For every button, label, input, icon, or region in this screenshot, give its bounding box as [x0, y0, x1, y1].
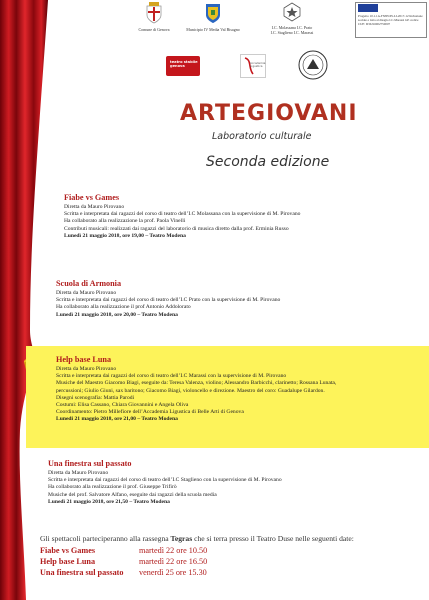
show-una-finestra-sul-passato — [48, 459, 408, 506]
show-title: Scuola di Armonia — [56, 279, 122, 288]
show-date: Lunedi 21 maggio 2018, ore 21,00 – Teatro Modena — [56, 416, 178, 423]
comune-label: Comune di Genova — [138, 27, 170, 32]
schedule-date: venerdì 25 ore 15.30 — [139, 568, 207, 577]
festival-name: Tegras — [170, 534, 193, 543]
show-fiabe-vs-games — [64, 193, 414, 240]
show-line: Diretta da Mauro Pirovano — [48, 470, 109, 476]
tegras-intro — [40, 534, 354, 543]
show-line: Disegni scenografia: Mattia Parodi — [56, 394, 135, 401]
event-title: ARTEGIOVANI — [180, 101, 358, 126]
show-title: Una finestra sul passato — [48, 459, 132, 468]
show-line: Scritta e interpretata dai ragazzi del corso di teatro dell’I.C Staglieno con la supervisione di M. Pirovano — [48, 477, 282, 484]
eu-funding-box — [355, 2, 427, 38]
municipio-logo — [186, 2, 240, 32]
schedule-title: Help base Luna — [40, 557, 96, 566]
show-line: Ha collaborato alla realizzazione il prof. Giuseppe Trifirò — [48, 484, 177, 491]
show-title: Fiabe vs Games — [64, 193, 120, 202]
show-line: Ha collaborato alla realizzazione la prof. Paola Vinelli — [64, 218, 186, 225]
eu-funding-text: Progetto 10.1.1A-FSEPON-LI-2017-12 Inclusione sociale e lotta al disagio I.C.Marassi GE codice CUP: D36J16002750007 — [358, 14, 423, 26]
teatro-stabile-label: teatro stabile genova — [170, 60, 198, 69]
edition-label: Seconda edizione — [206, 154, 330, 170]
show-line: Scritta e interpretata dai ragazzi del corso di teatro dell’I.C Prato con la supervisione di M. Pirovano — [56, 297, 281, 304]
curtain-illustration — [0, 0, 48, 600]
museum-seal-logo — [298, 50, 328, 80]
ic-label-2: I.C. Staglieno I.C. Marassi — [270, 30, 314, 35]
schedule-date: martedì 22 ore 16.50 — [139, 557, 208, 566]
show-line: Ha collaborato alla realizzazione il prof Antonio Addolorato — [56, 304, 191, 311]
schedule-row — [40, 546, 207, 556]
show-line: Costumi: Elisa Cassano, Chiara Giovannini e Angela Oliva — [56, 402, 189, 409]
show-line: Scritta e interpretata dai ragazzi del corso di teatro dell’I.C Marassi con la supervisione di M. Pirovano — [56, 373, 287, 380]
comune-logo — [134, 2, 174, 32]
show-title: Help base Luna — [56, 355, 112, 364]
show-line: Contributi musicali: realizzati dai ragazzi del laboratorio di musica diretto dalla prof. Erminia Russo — [64, 225, 289, 232]
show-line: Diretta da Mauro Pirovano — [56, 366, 117, 372]
intro-text-end: che si terra presso il Teatro Duse nelle seguenti date: — [192, 534, 354, 543]
show-line: Coordinamento: Pietro Millefiore dell’Accademia Ligustica di Belle Arti di Genova — [56, 409, 244, 416]
intro-text-start: Gli spettacoli parteciperanno alla rassegna — [40, 534, 171, 543]
show-line: Diretta da Mauro Pirovano — [64, 204, 125, 210]
show-help-base-luna — [56, 355, 426, 424]
show-scuola-di-armonia — [56, 279, 406, 319]
municipio-label: Municipio IV Media Val Bisagno — [186, 27, 240, 32]
schedule-title: Fiabe vs Games — [40, 546, 96, 555]
show-line: Musiche del Maestro Giacomo Biagi, eseguite da: Teresa Valenza, violino; Alessandro Barbicchi, clarinetto; Rossana Lunata, — [56, 380, 337, 387]
schedule-row — [40, 557, 207, 567]
show-date: Lunedì 21 maggio 2018, ore 20,00 – Teatro Modena — [56, 311, 178, 318]
schedule-date: martedì 22 ore 10.50 — [139, 546, 208, 555]
eu-flag-icon — [358, 4, 378, 12]
event-subtitle: Laboratorio culturale — [212, 131, 312, 142]
ic-logo — [256, 2, 328, 35]
show-line: Diretta da Mauro Pirovano — [56, 290, 117, 296]
show-line: Scritta e interpretata dai ragazzi del corso di teatro dell’I.C Molassana con la supervisione di M. Pirovano — [64, 211, 301, 218]
municipio-shield-icon — [205, 2, 221, 24]
show-line: percussioni; Giulio Giuni, sax baritono; Giacomo Biagi, violoncello e direzione. Maestro del coro: Guadalupe Gilardon. — [56, 387, 325, 394]
city-crest-icon — [146, 2, 162, 24]
ic-label-1: I.C. Molassana I.C. Prato — [271, 25, 313, 30]
schedule-title: Una finestra sul passato — [40, 568, 124, 577]
show-date: Lunedì 21 maggio 2018, ore 19,00 – Teatro Modena — [64, 232, 186, 239]
show-line: Musiche del prof. Salvatore Alfano, eseguite dai ragazzi della scuola media — [48, 491, 217, 498]
republic-emblem-icon — [283, 2, 301, 22]
schedule-row — [40, 568, 207, 578]
show-date: Lunedì 21 maggio 2018, ore 21,50 – Teatro Modena — [48, 498, 170, 505]
accademia-label: Accademia Ligustica — [250, 61, 266, 69]
